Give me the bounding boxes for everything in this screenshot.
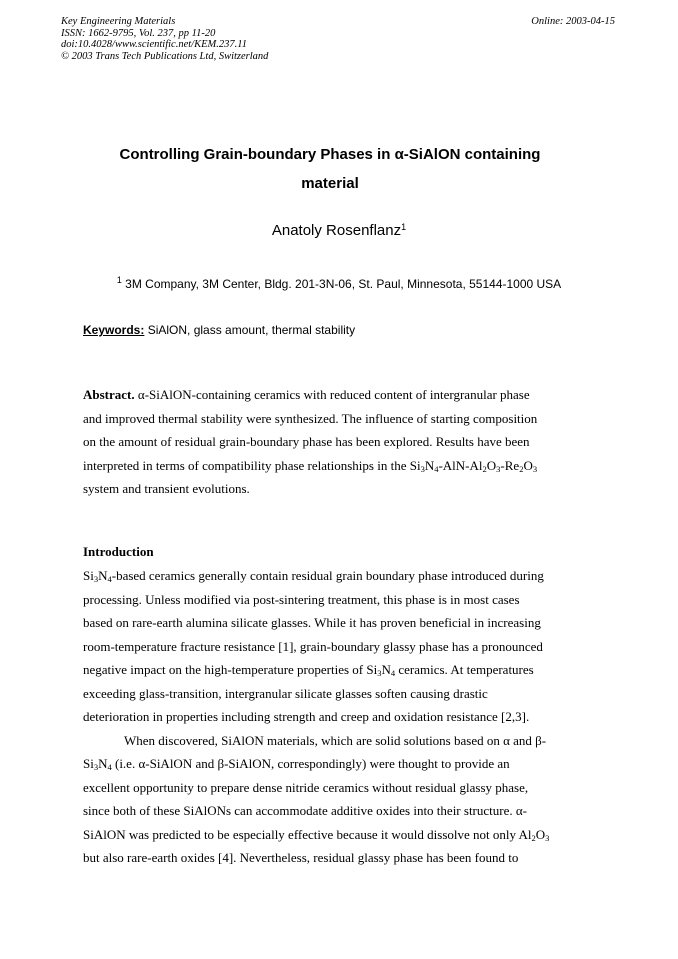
section-heading-introduction: Introduction xyxy=(83,544,154,559)
journal-copyright: © 2003 Trans Tech Publications Ltd, Switzerland xyxy=(61,50,269,62)
paragraph: $Si_3N_4$-based ceramics generally contain residual grain boundary phase introduced during processing. Unless modified via post-sintering treatment, this phase is in most cases based on rare-earth alumina silicate glasses. While it has proven beneficial in increasing room-temperature fracture resistance [1], grain-boundary glassy phase has a pronounced negative impact on the high-temperature properties of $Si_3N_4$ ceramics. At temperatures exceeding glass-transition, intergranular silicate glasses soften causing drastic deterioration in properties including strength and creep and oxidation resistance [2,3]. xyxy=(83,568,544,724)
author-name: Anatoly Rosenflanz xyxy=(271,222,402,239)
affiliation: $^1$ 3M Company, 3M Center, Bldg. 201-3N-06, St. Paul, Minnesota, 55144-1000 USA xyxy=(116,275,562,291)
journal-doi: doi:10.4028/www.scientific.net/KEM.237.11 xyxy=(61,39,247,50)
keywords-text: SiAlON, glass amount, thermal stability xyxy=(144,323,356,337)
online-date: Online: 2003-04-15 xyxy=(531,16,615,27)
journal-name: Key Engineering Materials xyxy=(61,16,176,27)
abstract-label: Abstract. xyxy=(83,387,135,402)
alpha-symbol: α xyxy=(394,146,404,163)
abstract: Abstract. α-SiAlON-containing ceramics with reduced content of intergranular phase and improved thermal stability were synthesized. The influence of starting composition on the amount of residual grain-boundary phase has been explored. Results have been interpreted in terms of compatibility phase relationships in the $Si_3N_4-AlN-Al_2O_3-Re_2O_3$ system and transient evolutions. xyxy=(83,387,538,496)
keywords xyxy=(83,323,355,337)
paper-title: Controlling Grain-boundary Phases in α-SiAlON containing material xyxy=(119,146,541,192)
paragraph: When discovered, SiAlON materials, which are solid solutions based on α and β- $Si_3N_4$ (i.e. α-SiAlON and β-SiAlON, correspondingly) were thought to provide an excellent opportunity to prepare dense nitride ceramics without residual glassy phase, since both of these SiAlONs can accommodate additive oxides into their structure. α- SiAlON was predicted to be especially effective because it would dissolve not only $Al_2O_3$ but also rare-earth oxides [4]. Nevertheless, residual glassy phase has been found to xyxy=(83,732,550,865)
introduction-body xyxy=(83,564,583,870)
keywords-label: Keywords: xyxy=(83,323,145,337)
journal-header xyxy=(61,16,268,62)
author-affiliation-mark: 1 xyxy=(401,222,407,232)
author xyxy=(0,222,678,239)
journal-issn: ISSN: 1662-9795, Vol. 237, pp 11-20 xyxy=(61,27,216,39)
